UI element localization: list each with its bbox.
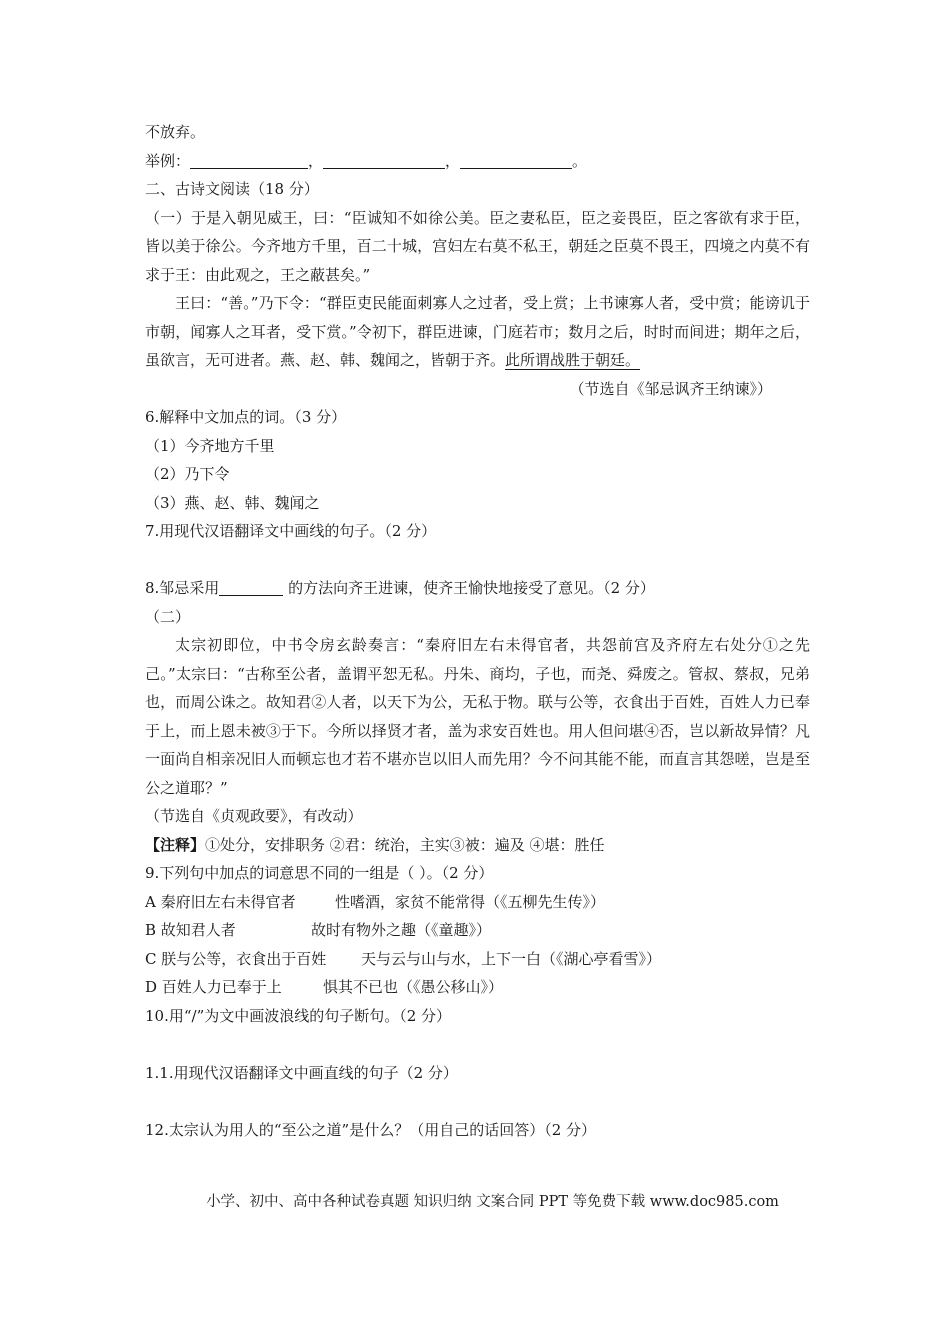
passage-source: （节选自《邹忌讽齐王纳谏》） (569, 379, 772, 398)
option-c-right: 天与云与山与水，上下一白（《湖心亭看雪》） (361, 949, 662, 968)
question-12: 12.太宗认为用人的“至公之道”是什么？（用自己的话回答）（2 分） (145, 1120, 597, 1139)
question-8 (145, 574, 810, 603)
question-9-option-b (145, 916, 810, 945)
notes-label: 【注释】 (145, 835, 206, 854)
question-10: 10.用“/”为文中画波浪线的句子断句。（2 分） (145, 1006, 452, 1025)
option-b-left: B 故知君人者 (145, 921, 236, 939)
example-label: 举例： (145, 151, 191, 170)
question-9: 9.下列句中加点的词意思不同的一组是（ ）。（2 分） (145, 864, 494, 882)
document-page (145, 118, 810, 1144)
answer-space (145, 1030, 810, 1059)
option-a-right: 性嗜酒，家贫不能常得（《五柳先生传》） (335, 892, 606, 911)
notes-text: ①处分，安排职务 ②君：统治，主实③被：遍及 ④堪：胜任 (205, 835, 605, 854)
passage-2-paragraph: 太宗初即位，中书令房玄龄奏言：“秦府旧左右未得官者，共怨前宫及齐府左右处分①之先己。”太宗曰：“古称至公者，盖谓平恕无私。丹朱、商均，子也，而尧、舜废之。管叔、蔡叔，兄弟也，而周公诛之。故知君②人者，以天下为公，无私于物。联与公等，衣食出于百姓，百姓人力已奉于上，而上恩未被③于下。今所以择贤才者，盖为求安百姓也。用人但问堪④否，岂以新故异情？凡一面尚自相亲况旧人而顿忘也才若不堪亦岂以旧人而先用？今不问其能不能，而直言其怨嗟，岂是至公之道耶？” (145, 636, 810, 797)
question-8-suffix: 的方法向齐王进谏，使齐王愉快地接受了意见。（2 分） (283, 579, 655, 597)
period: 。 (572, 151, 588, 170)
question-8-prefix: 8.邹忌采用 (145, 579, 220, 597)
underlined-sentence: 此所谓战胜于朝廷。 (505, 351, 641, 369)
question-6: 6.解释中文加点的词。（3 分） (145, 408, 347, 426)
option-d-right: 惧其不已也（《愚公移山》） (323, 978, 504, 996)
text-line: 不放弃。 (145, 123, 206, 141)
section-title: 二、古诗文阅读（18 分） (145, 180, 319, 198)
page-footer: 小学、初中、高中各种试卷真题 知识归纳 文案合同 PPT 等免费下载 www.doc985.com (206, 1194, 779, 1210)
option-a-left: A 秦府旧左右未得官者 (145, 892, 296, 911)
answer-blank-q8[interactable] (219, 577, 283, 596)
passage-2-title: （二） (145, 607, 191, 626)
question-7: 7.用现代汉语翻译文中画线的句子。（2 分） (145, 522, 437, 540)
option-d-left: D 百姓人力已奉于上 (145, 978, 282, 996)
question-6-item-2: （2）乃下令 (145, 465, 230, 483)
answer-blank-1[interactable] (190, 150, 308, 169)
separator: ， (308, 151, 324, 170)
notes (145, 831, 810, 860)
question-6-item-1: （1）今齐地方千里 (145, 436, 275, 455)
question-9-option-a (145, 888, 810, 917)
answer-blank-3[interactable] (460, 150, 572, 169)
separator: ， (445, 151, 461, 170)
passage-1-paragraph-2 (145, 289, 810, 375)
question-9-option-d (145, 973, 810, 1002)
option-c-left: C 朕与公等，衣食出于百姓 (145, 949, 327, 968)
question-6-item-3: （3）燕、赵、韩、魏闻之 (145, 493, 320, 512)
question-9-option-c (145, 945, 810, 974)
passage-1-paragraph-1: （一）于是入朝见威王，曰：“臣诚知不如徐公美。臣之妻私臣，臣之妾畏臣，臣之客欲有求于臣，皆以美于徐公。今齐地方千里，百二十城，宫妇左右莫不私王，朝廷之臣莫不畏王，四境之内莫不有求于王：由此观之，王之蔽甚矣。” (145, 208, 810, 284)
answer-blank-2[interactable] (323, 150, 445, 169)
answer-space (145, 1087, 810, 1116)
passage-text: 王曰：“善。”乃下令：“群臣吏民能面刺寡人之过者，受上赏；上书谏寡人者，受中赏；能谤讥于市朝，闻寡人之耳者，受下赏。”令初下，群臣进谏，门庭若市；数月之后，时时而间进；期年之后，虽欲言，无可进者。燕、赵、韩、魏闻之，皆朝于齐。 (145, 294, 810, 369)
passage-2-source: （节选自《贞观政要》，有改动） (145, 807, 363, 825)
example-line (145, 147, 810, 176)
option-b-right: 故时有物外之趣（《童趣》） (311, 921, 492, 939)
question-11: 1.1.用现代汉语翻译文中画直线的句子（2 分） (145, 1063, 458, 1082)
answer-space (145, 546, 810, 575)
